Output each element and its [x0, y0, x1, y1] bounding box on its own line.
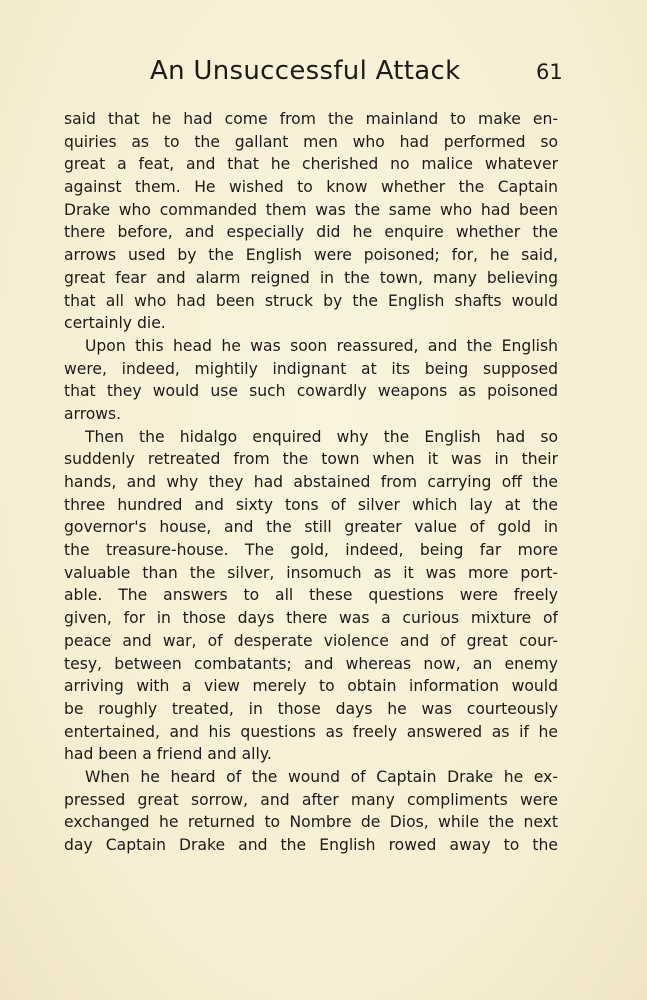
text-line: governor's house, and the still greater value of gold in [64, 518, 558, 537]
text-line: against them. He wished to know whether the Captain [64, 178, 558, 197]
text-line: had been a friend and ally. [64, 745, 272, 764]
text-line: quiries as to the gallant men who had performed so [64, 132, 558, 151]
text-line: be roughly treated, in those days he was courteously [64, 699, 558, 718]
text-line: peace and war, of desperate violence and of great cour- [64, 631, 558, 650]
text-line: suddenly retreated from the town when it was in their [64, 450, 558, 469]
text-line: given, for in those days there was a curious mixture of [64, 609, 558, 628]
text-line: exchanged he returned to Nombre de Dios, while the next [64, 813, 558, 832]
text-line: were, indeed, mightily indignant at its being supposed [64, 359, 558, 378]
text-line: the treasure-house. The gold, indeed, being far more [64, 541, 558, 560]
page-number: 61 [536, 60, 563, 84]
text-line: day Captain Drake and the English rowed away to the [64, 836, 558, 854]
text-line: Then the hidalgo enquired why the English had so [85, 427, 558, 446]
text-line: tesy, between combatants; and whereas now, an enemy [64, 654, 558, 673]
text-line: Upon this head he was soon reassured, and the English [85, 336, 558, 355]
text-line: great fear and alarm reigned in the town, many believing [64, 268, 558, 287]
text-line: three hundred and sixty tons of silver which lay at the [64, 495, 558, 514]
text-line: certainly die. [64, 314, 166, 333]
text-line: there before, and especially did he enquire whether the [64, 223, 558, 242]
text-line: arriving with a view merely to obtain information would [64, 677, 558, 696]
text-line: arrows. [64, 404, 122, 423]
text-line: entertained, and his questions as freely answered as if he [64, 722, 558, 741]
text-line: When he heard of the wound of Captain Drake he ex- [85, 767, 558, 786]
running-title: An Unsuccessful Attack [150, 56, 461, 86]
text-line: Drake who commanded them was the same who had been [64, 200, 558, 219]
text-line: great a feat, and that he cherished no malice whatever [64, 155, 558, 174]
body-text [64, 108, 558, 857]
text-line: pressed great sorrow, and after many compliments were [64, 790, 558, 809]
text-line: that all who had been struck by the English shafts would [64, 291, 558, 310]
text-line: that they would use such cowardly weapons as poisoned [64, 382, 558, 401]
text-line: valuable than the silver, insomuch as it was more port- [64, 563, 558, 582]
text-line: said that he had come from the mainland to make en- [64, 110, 558, 128]
text-line: hands, and why they had abstained from carrying off the [64, 473, 558, 491]
text-line: able. The answers to all these questions were freely [64, 586, 558, 605]
text-line: arrows used by the English were poisoned; for, he said, [64, 246, 558, 265]
